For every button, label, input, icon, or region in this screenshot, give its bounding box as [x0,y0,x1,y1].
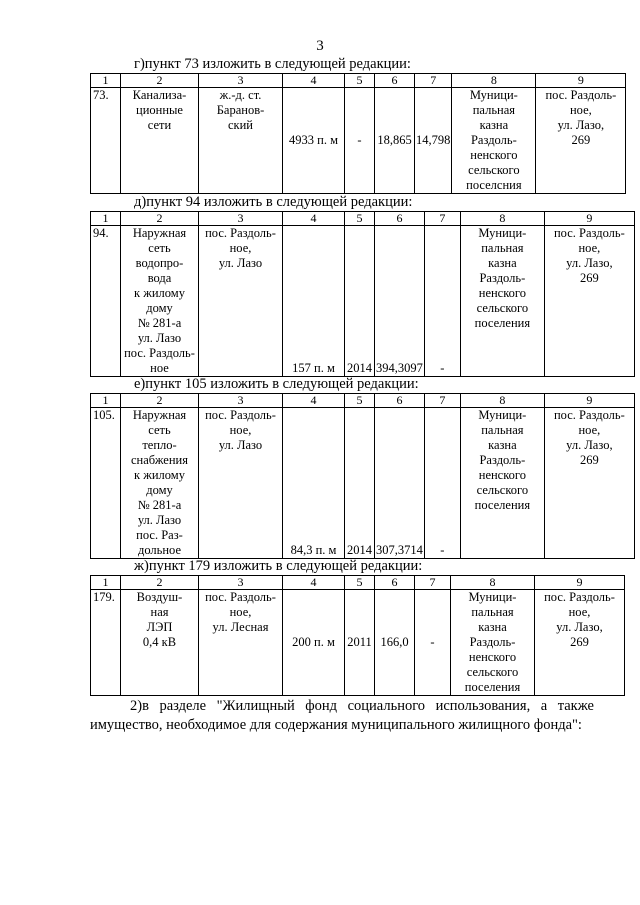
cell-line: дому [146,301,173,315]
closing-paragraph [90,697,594,735]
item-col6: 307,3714 [375,408,425,559]
cell-line: ное, [229,241,252,255]
item-name [121,408,199,559]
item-year: - [345,88,375,194]
item-number: 73. [91,88,121,194]
property-table [90,575,625,696]
item-owner [460,408,544,559]
item-owner [452,88,536,194]
cell-line: дольное [137,543,182,557]
item-year: 2011 [345,590,375,696]
cell-line: Раздоль- [469,635,516,649]
cell-line: ное, [229,423,252,437]
col-number-header: 6 [375,394,425,408]
cell-line: пос. Раздоль- [553,226,625,240]
multiline [536,590,623,650]
cell-line: казна [479,118,509,132]
col-number-header: 3 [199,212,283,226]
cell-line: к жилому [134,468,185,482]
cell-line: казна [488,438,517,452]
col-number-header: 3 [199,74,283,88]
table-row [91,226,635,377]
item-name [121,88,199,194]
cell-line: Муници- [478,408,527,422]
cell-line: ная [150,605,169,619]
col-number-header: 2 [121,212,199,226]
cell-line: сельского [476,301,529,315]
item-address [199,88,283,194]
item-col6: 18,865 [375,88,415,194]
header-row [91,394,635,408]
col-number-header: 7 [424,212,460,226]
cell-line: 269 [571,133,591,147]
item-name [121,226,199,377]
item-length: 84,3 п. м [283,408,345,559]
col-number-header: 8 [452,74,536,88]
cell-line: ул. Лесная [212,620,269,634]
cell-line: Раздоль- [479,271,526,285]
item-length: 157 п. м [283,226,345,377]
cell-line: сеть [148,241,171,255]
cell-line: поселения [474,316,531,330]
col-number-header: 6 [375,212,425,226]
cell-line: ное, [568,605,591,619]
cell-line: пос. Раздоль- [545,88,617,102]
item-owner [460,226,544,377]
header-row [91,212,635,226]
col-number-header: 6 [375,576,415,590]
cell-line: казна [488,256,517,270]
cell-line: казна [478,620,507,634]
cell-line: ЛЭП [146,620,173,634]
cell-line: Муници- [478,226,527,240]
item-owner [451,590,535,696]
multiline [122,590,197,650]
multiline [200,590,281,635]
cell-line: поселения [464,680,521,694]
multiline [200,408,281,453]
item-address [199,408,283,559]
cell-line: Раздоль- [479,453,526,467]
multiline [546,226,633,286]
multiline [200,226,281,271]
page-number: 3 [316,38,324,54]
cell-line: водопро- [135,256,184,270]
col-number-header: 8 [451,576,535,590]
cell-line: ул. Лазо [137,331,182,345]
cell-line: ненского [470,148,518,162]
cell-line: вода [147,271,172,285]
section-heading: д)пункт 94 изложить в следующей редакции: [134,194,413,210]
cell-line: ненского [478,286,526,300]
cell-line: пос. Раздоль- [205,226,276,240]
cell-line: пальная [481,241,524,255]
multiline [200,88,281,133]
property-table [90,393,635,559]
cell-line: Муници- [468,590,517,604]
cell-line: ненского [478,468,526,482]
cell-line: Канализа- [132,88,187,102]
cell-line: Наружная [132,408,187,422]
cell-line: пальная [472,103,516,117]
cell-line: ул. Лазо [218,256,263,270]
cell-line: к жилому [134,286,185,300]
col-number-header: 9 [544,394,634,408]
col-number-header: 4 [283,212,345,226]
col-number-header: 4 [283,394,345,408]
item-number: 94. [91,226,121,377]
cell-line: ул. Лазо [137,513,182,527]
cell-line: тепло- [142,438,177,452]
col-number-header: 1 [91,212,121,226]
item-year: 2014 [345,226,375,377]
cell-line: снабжения [131,453,188,467]
col-number-header: 3 [199,394,283,408]
cell-line: сельского [468,163,520,177]
cell-line: ул. Лазо, [557,118,605,132]
item-location [536,88,626,194]
cell-line: сеть [148,423,171,437]
cell-line: ул. Лазо, [566,256,613,270]
item-location [535,590,625,696]
cell-line: ное, [578,423,601,437]
multiline [537,88,624,148]
item-year: 2014 [345,408,375,559]
col-number-header: 7 [424,394,460,408]
col-number-header: 7 [415,74,452,88]
cell-line: ное, [569,103,592,117]
cell-line: сети [147,118,172,132]
col-number-header: 4 [283,74,345,88]
cell-line: Баранов- [216,103,265,117]
item-col7: - [415,590,451,696]
item-col7: - [424,408,460,559]
property-table [90,211,635,377]
cell-line: пальная [481,423,524,437]
multiline [122,226,197,376]
item-length: 4933 п. м [283,88,345,194]
cell-line: 269 [580,453,599,467]
cell-line: дому [146,483,173,497]
cell-line: пос. Раздоль- [124,346,195,360]
col-number-header: 4 [283,576,345,590]
col-number-header: 9 [535,576,625,590]
col-number-header: 7 [415,576,451,590]
cell-line: ное, [578,241,601,255]
col-number-header: 2 [121,576,199,590]
table-row [91,408,635,559]
cell-line: пос. Раз- [136,528,183,542]
cell-line: ное, [229,605,252,619]
col-number-header: 5 [345,212,375,226]
cell-line: ул. Лазо [218,438,263,452]
cell-line: Наружная [132,226,187,240]
cell-line: ский [228,118,253,132]
item-location [544,226,634,377]
cell-line: Воздуш- [136,590,183,604]
cell-line: ул. Лазо, [556,620,603,634]
col-number-header: 1 [91,394,121,408]
cell-line: ул. Лазо, [566,438,613,452]
cell-line: № 281-а [137,316,182,330]
multiline [546,408,633,468]
col-number-header: 8 [460,394,544,408]
item-col7: - [424,226,460,377]
multiline [462,226,543,331]
cell-line: ционные [136,103,183,117]
cell-line: Муници- [469,88,518,102]
col-number-header: 1 [91,576,121,590]
cell-line: № 281-а [137,498,182,512]
col-number-header: 1 [91,74,121,88]
closing-text: 2)в разделе "Жилищный фонд социального использования, а также имущество, необходимое для содержания муниципального жилищного фонда": [90,698,594,733]
col-number-header: 6 [375,74,415,88]
item-name [121,590,199,696]
cell-line: сельского [476,483,529,497]
cell-line: поселения [474,498,531,512]
table-row [91,590,625,696]
item-number: 179. [91,590,121,696]
header-row [91,576,625,590]
item-number: 105. [91,408,121,559]
header-row [91,74,626,88]
cell-line: сельского [466,665,519,679]
multiline [452,590,533,695]
col-number-header: 5 [345,394,375,408]
cell-line: пос. Раздоль- [205,408,276,422]
section-heading: ж)пункт 179 изложить в следующей редакции: [134,558,423,574]
cell-line: пос. Раздоль- [205,590,276,604]
col-number-header: 5 [345,576,375,590]
item-address [199,590,283,696]
cell-line: 269 [580,271,599,285]
item-location [544,408,634,559]
col-number-header: 8 [460,212,544,226]
cell-line: ж.-д. ст. [219,88,262,102]
item-col6: 394,3097 [375,226,425,377]
col-number-header: 2 [121,74,199,88]
cell-line: пос. Раздоль- [544,590,615,604]
multiline [453,88,534,193]
property-table [90,73,626,194]
cell-line: ненского [468,650,517,664]
multiline [122,408,197,558]
col-number-header: 9 [544,212,634,226]
table-row [91,88,626,194]
cell-line: поселсния [466,178,522,192]
cell-line: пос. Раздоль- [553,408,625,422]
cell-line: пальная [471,605,514,619]
multiline [462,408,543,513]
cell-line: ное [150,361,169,375]
section-heading: г)пункт 73 изложить в следующей редакции: [134,56,411,72]
col-number-header: 2 [121,394,199,408]
item-address [199,226,283,377]
multiline [122,88,197,133]
item-col6: 166,0 [375,590,415,696]
item-length: 200 п. м [283,590,345,696]
cell-line: 0,4 кВ [142,635,177,649]
col-number-header: 5 [345,74,375,88]
cell-line: Раздоль- [470,133,517,147]
col-number-header: 3 [199,576,283,590]
col-number-header: 9 [536,74,626,88]
item-col7: 14,798 [415,88,452,194]
cell-line: 269 [570,635,589,649]
section-heading: е)пункт 105 изложить в следующей редакции: [134,376,419,392]
